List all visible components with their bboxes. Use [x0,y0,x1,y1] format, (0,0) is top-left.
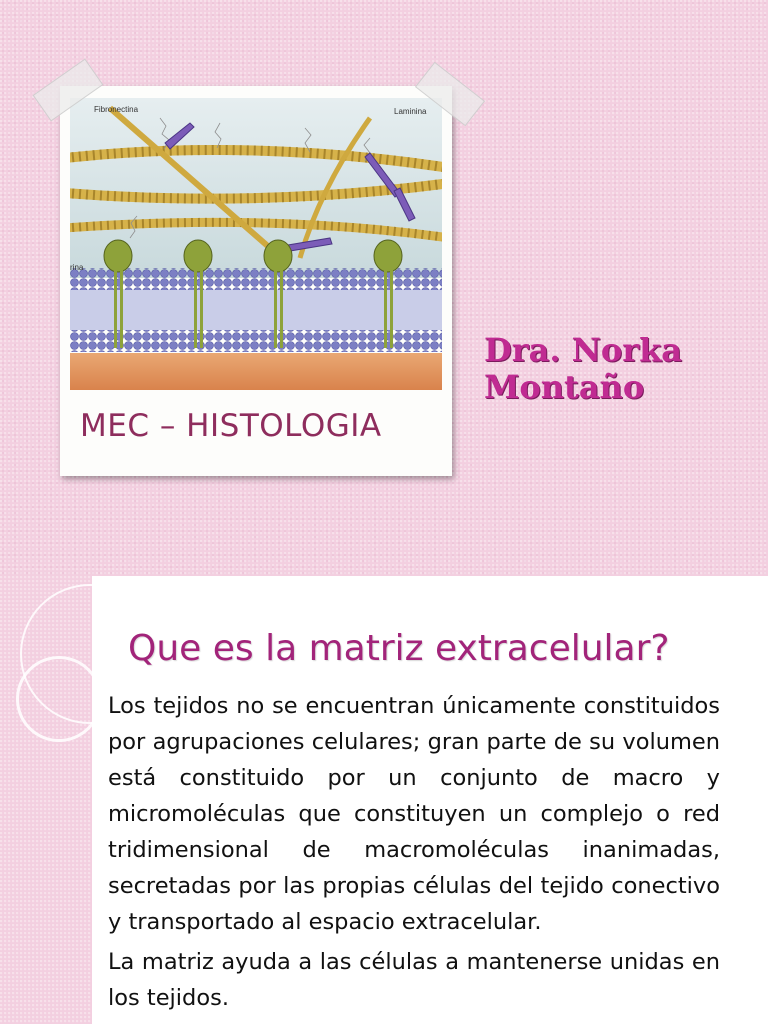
label-fibronectin: Fibronectina [94,105,139,114]
extracellular-matrix-illustration [70,98,442,390]
author-line-2: Montaño [484,368,645,406]
slide-body [108,688,720,1020]
slide-title-text: MEC – HISTOLOGIA [80,408,382,444]
label-left-edge: rina [70,263,84,272]
decorative-ring [16,656,102,742]
cytoplasm [70,353,442,390]
membrane-diagram [70,98,442,390]
paragraph: La matriz ayuda a las células a mantenerse unidas en los tejidos. [108,949,720,1011]
author-name [484,332,754,406]
photo-frame [60,86,452,476]
author-line-1: Dra. Norka [484,331,682,369]
label-laminin: Laminina [394,107,427,116]
slide-heading: Que es la matriz extracelular? [128,628,670,669]
slide-definition [0,576,768,1024]
paragraph: Los tejidos no se encuentran únicamente constituidos por agrupaciones celulares; gran parte de su volumen está constituido por un conjunto de macro y micromoléculas que constituyen un complejo o red tridimensional de macromoléculas inanimadas, secretadas por las propias células del tejido conectivo y transportado al espacio extracelular. [108,693,720,935]
